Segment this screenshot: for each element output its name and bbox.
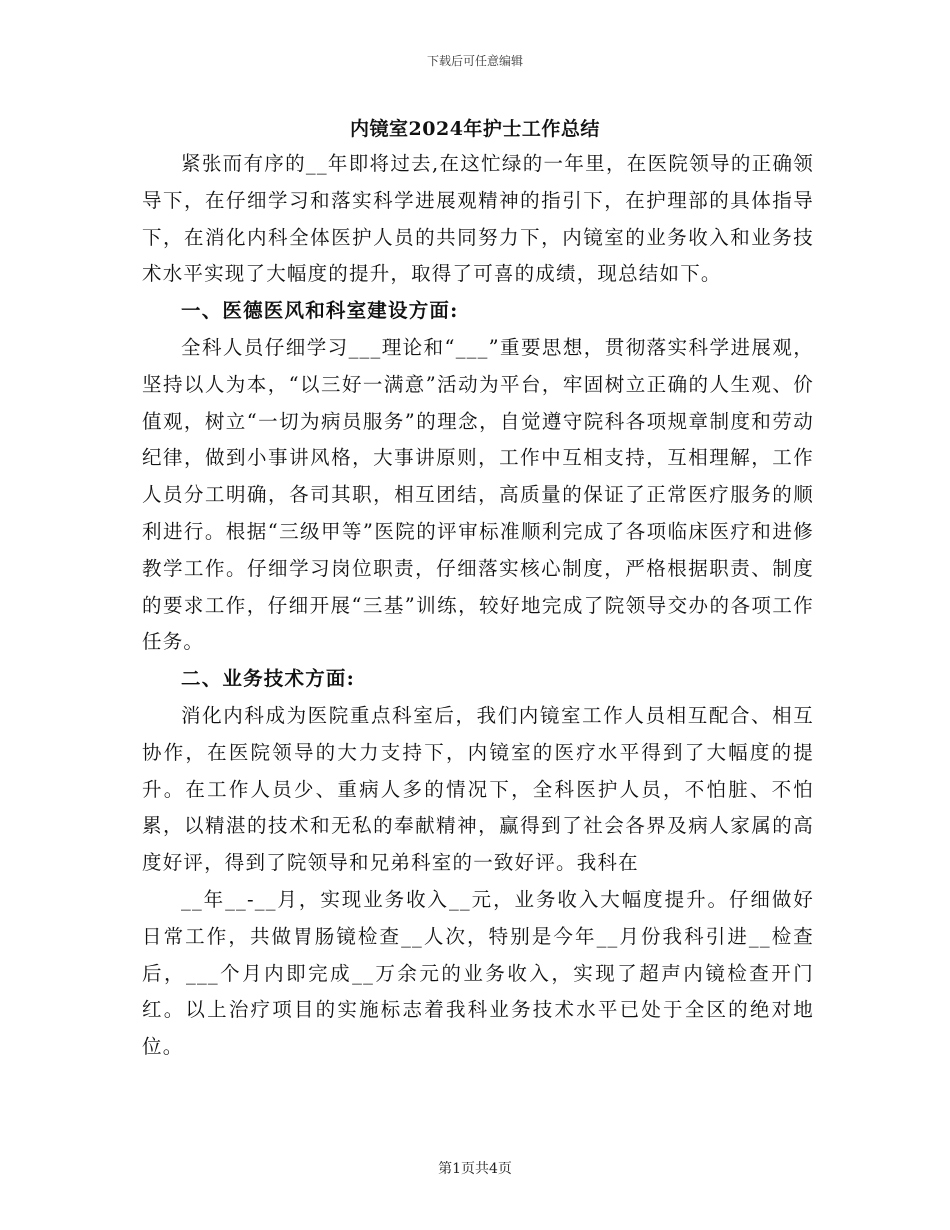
paragraph-ethics: 全科人员仔细学习___理论和“___”重要思想，贯彻落实科学进展观，坚持以人为本，“以三好一满意”活动为平台，牢固树立正确的人生观、价值观，树立“一切为病员服务”的理念，自觉遵守院科各项规章制度和劳动纪律，做到小事讲风格，大事讲原则，工作中互相支持，互相理解，工作人员分工明确，各司其职，相互团结，高质量的保证了正常医疗服务的顺利进行。根据“三级甲等”医院的评审标准顺利完成了各项临床医疗和进修教学工作。仔细学习岗位职责，仔细落实核心制度，严格根据职责、制度的要求工作，仔细开展“三基”训练，较好地完成了院领导交办的各项工作任务。 [142, 335, 814, 654]
document-body [142, 146, 814, 1066]
document-title: 内镜室2024年护士工作总结 [350, 118, 600, 140]
page-header-note: 下载后可任意编辑 [426, 54, 523, 68]
section-heading-technique: 二、业务技术方面: [181, 667, 355, 691]
section-heading-ethics: 一、医德医风和科室建设方面: [181, 299, 459, 323]
paragraph-intro: 紧张而有序的__年即将过去,在这忙绿的一年里，在医院领导的正确领导下，在仔细学习和落实科学进展观精神的指引下，在护理部的具体指导下，在消化内科全体医护人员的共同努力下，内镜室的业务收入和业务技术水平实现了大幅度的提升，取得了可喜的成绩，现总结如下。 [142, 152, 814, 286]
paragraph-results: __年__-__月，实现业务收入__元，业务收入大幅度提升。仔细做好日常工作，共做胃肠镜检查__人次，特别是今年__月份我科引进__检查后，___个月内即完成__万余元的业务收入，实现了超声内镜检查开门红。以上治疗项目的实施标志着我科业务技术水平已处于全区的绝对地位。 [142, 887, 814, 1059]
page-number: 第1页共4页 [438, 1161, 512, 1177]
paragraph-technique: 消化内科成为医院重点科室后，我们内镜室工作人员相互配合、相互协作，在医院领导的大力支持下，内镜室的医疗水平得到了大幅度的提升。在工作人员少、重病人多的情况下，全科医护人员，不怕脏、不怕累，以精湛的技术和无私的奉献精神，赢得到了社会各界及病人家属的高度好评，得到了院领导和兄弟科室的一致好评。我科在 [142, 703, 814, 875]
